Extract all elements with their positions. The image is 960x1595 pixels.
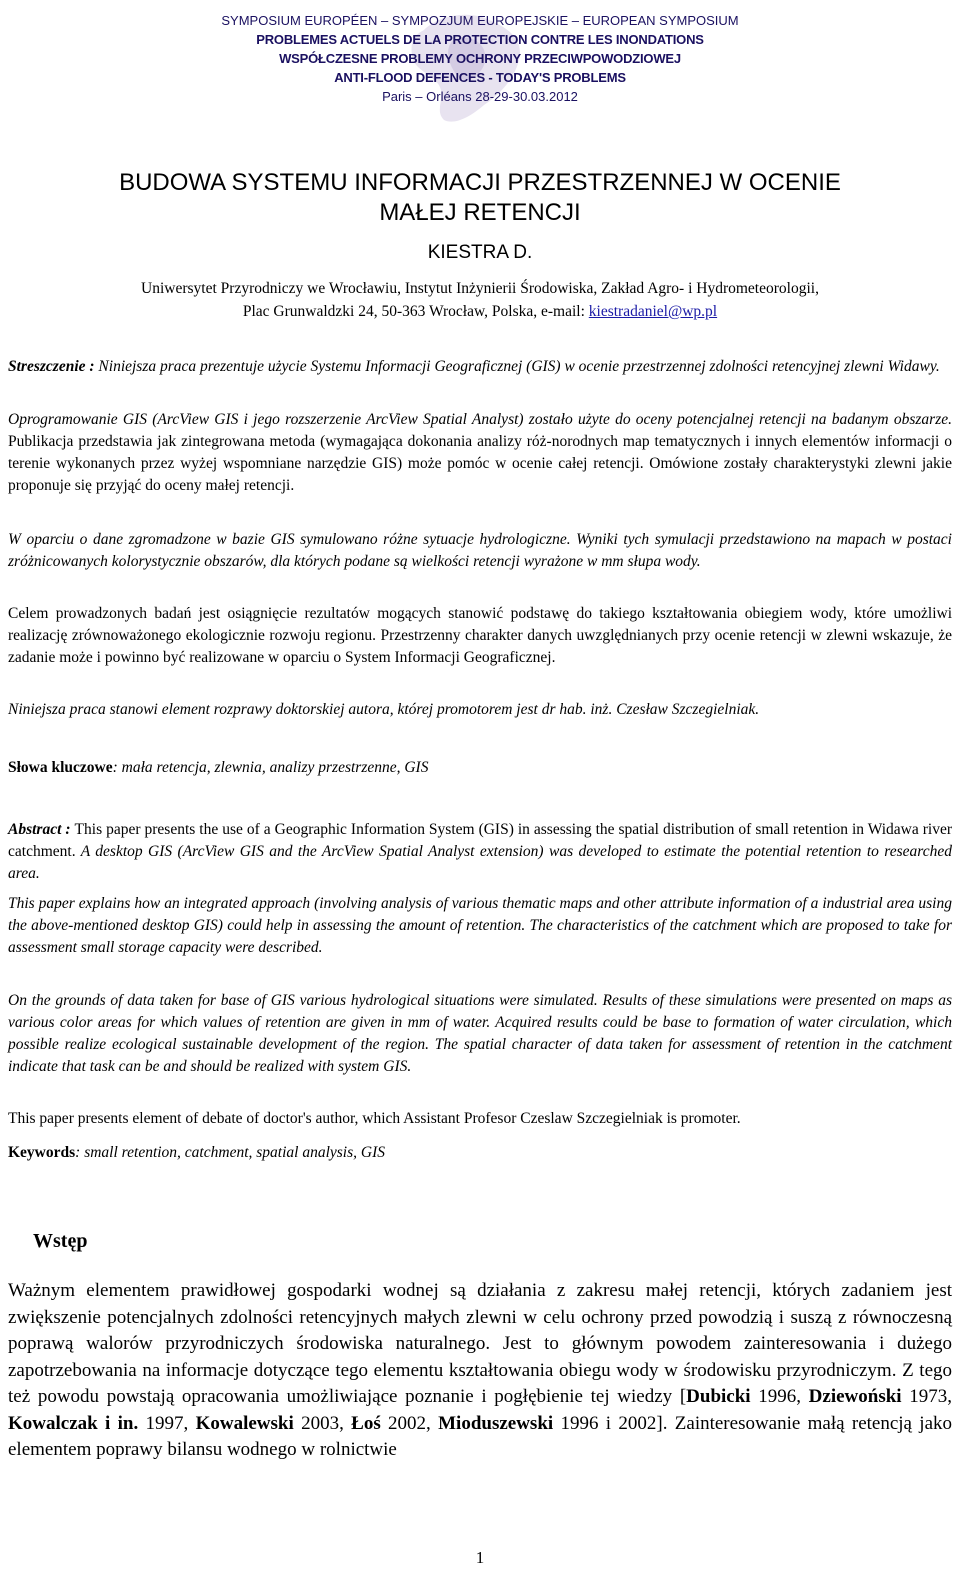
section-heading: Wstęp <box>33 1230 88 1252</box>
header-line-3: WSPÓŁCZESNE PROBLEMY OCHRONY PRZECIWPOWODZIOWEJ <box>279 51 681 66</box>
page-number: 1 <box>475 1548 485 1567</box>
keywords-pl: : mała retencja, zlewnia, analizy przestrzenne, GIS <box>112 759 429 776</box>
abstract-p3: On the grounds of data taken for base of GIS various hydrological situations were simulated. Results of these simulations were presented on maps as various color areas for which values of retention are given in mm of water. Acquired results could be base to formation of water circulation, which possible realize ecological sustainable development of the region. The spatial character of data taken for assessment of retention in the catchment indicate that task can be and should be realized with system GIS. <box>8 992 952 1075</box>
citation-year: 2003, <box>293 1412 352 1434</box>
streszczenie-p2 <box>8 409 952 497</box>
header-line-4: ANTI-FLOOD DEFENCES - TODAY'S PROBLEMS <box>334 70 626 85</box>
streszczenie-text-2b: Publikacja przedstawia jak zintegrowana metoda (wymagająca dokonania analizy róż-norodnych map tematycznych i innych elementów informacji o terenie wykonanych przez wyżej wspomniane narzędzie GIS) może pomóc w ocenie całej retencji. Omówione zostały charakterystyki zlewni jakie proponuje się przyjąć do oceny małej retencji. <box>8 433 952 494</box>
citation-year: 1997, <box>138 1412 196 1434</box>
paper-title-line-2: MAŁEJ RETENCJI <box>379 199 581 226</box>
citation-name: Mioduszewski <box>438 1412 554 1434</box>
abstract-p4: This paper presents element of debate of doctor's author, which Assistant Profesor Czeslaw Szczegielniak is promoter. <box>8 1110 741 1127</box>
streszczenie-text-1: Niniejsza praca prezentuje użycie Systemu Informacji Geograficznej (GIS) w ocenie przestrzennej zdolności retencyjnej zlewni Widawy. <box>98 358 940 375</box>
streszczenie-p3: W oparciu o dane zgromadzone w bazie GIS symulowano różne sytuacje hydrologiczne. Wyniki tych symulacji przedstawiono na mapach w postaci zróżnicowanych kolorystycznie obszarów, dla których podane są wielkości retencji wyrażone w mm słupa wody. <box>8 531 952 570</box>
streszczenie-p4: Celem prowadzonych badań jest osiągnięcie rezultatów mogących stanowić podstawę do takiego kształtowania obiegiem wody, które umożliwi realizację zrównoważonego ekologicznie rozwoju regionu. Przestrzenny charakter danych uwzględnianych przy ocenie retencji w zlewni wskazuje, że zadanie może i powinno być realizowane w oparciu o System Informacji Geograficznej. <box>8 605 952 666</box>
keywords-en: : small retention, catchment, spatial analysis, GIS <box>75 1144 385 1161</box>
header-line-1: SYMPOSIUM EUROPÉEN – SYMPOZJUM EUROPEJSKIE – EUROPEAN SYMPOSIUM <box>221 13 739 28</box>
abstract-text-1a: This paper presents the use of a Geographic Information System (GIS) in assessing the spatial distribution of small retention in Widawa river catchment. <box>8 821 952 860</box>
affiliation-line-2 <box>0 303 960 321</box>
header-line-2: PROBLEMES ACTUELS DE LA PROTECTION CONTRE LES INONDATIONS <box>256 32 704 47</box>
keywords-label-pl: Słowa kluczowe <box>8 759 113 776</box>
citation-name: Dziewoński <box>808 1386 902 1407</box>
citation-year: 2002, <box>380 1412 439 1434</box>
author: KIESTRA D. <box>427 242 533 263</box>
abstract-text-1b: A desktop GIS (ArcView GIS and the ArcView Spatial Analyst extension) was developed to estimate the potential retention to researched area. <box>8 843 952 882</box>
email-link[interactable]: kiestradaniel@wp.pl <box>588 303 718 320</box>
keywords-label-en: Keywords <box>8 1144 76 1161</box>
streszczenie-p1 <box>8 356 952 378</box>
affiliation-address: Plac Grunwaldzki 24, 50-363 Wrocław, Polska, e-mail: <box>242 303 585 320</box>
paper-title-line-1: BUDOWA SYSTEMU INFORMACJI PRZESTRZENNEJ W OCENIE <box>119 169 841 196</box>
abstract-keywords <box>8 1142 952 1164</box>
citation-name: Dubicki <box>686 1386 751 1407</box>
header-line-5: Paris – Orléans 28-29-30.03.2012 <box>382 89 578 104</box>
streszczenie-text-2a: Oprogramowanie GIS (ArcView GIS i jego rozszerzenie ArcView Spatial Analyst) zostało użyte do oceny potencjalnej retencji na badanym obszarze. <box>8 411 952 428</box>
citation-year: 1996, <box>750 1386 809 1407</box>
citation-name: Kowalczak i in. <box>8 1412 139 1434</box>
streszczenie-keywords <box>8 757 952 779</box>
streszczenie-label: Streszczenie : <box>8 358 95 375</box>
abstract-p1 <box>8 819 952 885</box>
streszczenie-p5: Niniejsza praca stanowi element rozprawy doktorskiej autora, której promotorem jest dr hab. inż. Czesław Szczegielniak. <box>8 701 760 718</box>
intro-text: Ważnym elementem prawidłowej gospodarki wodnej są działania z zakresu małej retencji, których zadaniem jest zwiększenie potencjalnych zdolności retencyjnych małych zlewni w celu ochrony przed powodzią i suszą z równoczesną poprawą walorów przyrodniczych środowiska naturalnego. Jest to głównym powodem zainteresowania i dużego zapotrzebowania na informacje dotyczące tego elementu kształtowania obiegu wody w środowisku przyrodniczym. Z tego też powodu powstają opracowania umożliwiające poznanie i pogłębienie tej wiedzy [ <box>8 1280 952 1407</box>
affiliation-line-1: Uniwersytet Przyrodniczy we Wrocławiu, Instytut Inżynierii Środowiska, Zakład Agro- i Hydrometeorologii, <box>141 280 819 297</box>
intro-paragraph <box>8 1278 952 1464</box>
citation-year: 1973, <box>901 1386 952 1407</box>
intro-text-end: 1996 i 2002]. Zainteresowanie małą retencją jako elementem poprawy bilansu wodnego w rolnictwie <box>8 1412 953 1460</box>
abstract-p2: This paper explains how an integrated approach (involving analysis of various thematic maps and other attribute information of a industrial area using the above-mentioned desktop GIS) could help in assessing the amount of retention. The characteristics of the catchment which are proposed to take for assessment small storage capacity were described. <box>8 895 952 956</box>
citation-name: Kowalewski <box>195 1412 294 1434</box>
symposium-header <box>0 10 960 122</box>
abstract-label: Abstract : <box>8 821 71 838</box>
citation-name: Łoś <box>351 1412 381 1434</box>
